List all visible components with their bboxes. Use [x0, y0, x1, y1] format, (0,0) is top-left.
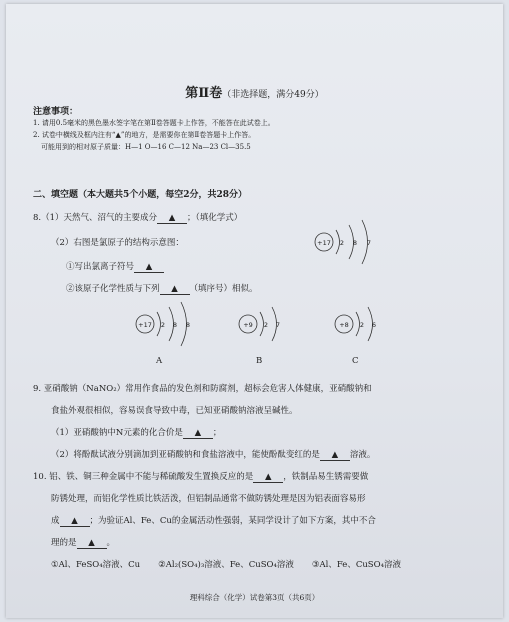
option-b-atom-diagram	[236, 304, 296, 354]
q10-line-3: 成 ▲ ；为验证Al、Fe、Cu的金属活动性强弱，某同学设计了如下方案，其中不合	[51, 516, 376, 526]
q10-line-1: 10. 铝、铁、铜三种金属中不能与稀硫酸发生置换反应的是 ▲ ，铁制品易生锈需要做	[33, 472, 369, 482]
shell-electrons: 8	[172, 321, 178, 329]
shell-electrons: 2	[160, 321, 166, 329]
notice-line-1: 1. 请用0.5毫米的黑色墨水签字笔在第Ⅱ卷答题卡上作答，不能答在此试卷上。	[33, 119, 275, 127]
shell-electrons: 2	[359, 321, 365, 329]
q10-option-2: ②Al₂(SO₄)₃溶液、Fe、CuSO₄溶液	[158, 560, 294, 570]
option-b-label: B	[256, 356, 263, 366]
notice-line-3: 可能用到的相对原子质量：H—1 O—16 C—12 Na—23 Cl—35.5	[41, 143, 251, 151]
notice-line-2: 2. 试卷中横线及框内注有“▲”的地方，是需要你在第Ⅱ卷答题卡上作答。	[33, 131, 256, 139]
notice-heading: 注意事项：	[33, 107, 79, 117]
option-c-atom-diagram	[332, 304, 392, 354]
exam-page	[6, 4, 503, 618]
q9-line-3: （1）亚硝酸钠中N元素的化合价是 ▲ ；	[51, 428, 222, 438]
answer-blank: ▲	[77, 538, 107, 549]
page-subtitle: （非选择题，满分49分）	[222, 90, 324, 100]
answer-blank: ▲	[320, 450, 350, 461]
section-heading: 二、填空题（本大题共5个小题，每空2分，共28分）	[33, 190, 248, 200]
answer-blank: ▲	[183, 428, 213, 439]
q10-option-3: ③Al、Fe、CuSO₄溶液	[311, 560, 402, 570]
option-a-label: A	[156, 356, 163, 366]
chlorine-atom-diagram	[312, 222, 402, 272]
option-c-label: C	[352, 356, 359, 366]
page-title: 第Ⅱ卷（非选择题，满分49分）	[185, 86, 324, 101]
shell-electrons: 6	[371, 321, 377, 329]
shell-electrons: 8	[185, 321, 191, 329]
q8-sub1: ①写出氯离子符号 ▲	[66, 260, 164, 273]
q9-line-4: （2）将酚酞试液分别滴加到亚硝酸钠和食盐溶液中，能使酚酞变红的是 ▲ 溶液。	[51, 450, 376, 460]
shell-electrons: 2	[263, 321, 269, 329]
answer-blank: ▲	[134, 262, 164, 273]
q10-option-1: ①Al、FeSO₄溶液、Cu	[51, 560, 141, 570]
q8-part1: 8.（1）天然气、沼气的主要成分 ▲ ；（填化学式）	[33, 213, 243, 223]
shell-electrons: 8	[352, 239, 358, 247]
shell-electrons: 7	[275, 321, 281, 329]
option-a-atom-diagram	[133, 304, 213, 354]
answer-blank: ▲	[160, 284, 190, 295]
page-footer: 理科综合（化学）试卷第3页（共6页）	[189, 593, 320, 602]
nucleus-charge: +17	[138, 321, 152, 329]
q9-line-2: 食盐外观很相似，容易误食导致中毒，已知亚硝酸钠溶液呈碱性。	[51, 406, 298, 416]
shell-electrons: 7	[366, 239, 372, 247]
answer-blank: ▲	[60, 516, 90, 527]
q10-line-2: 防锈处理，而铝化学性质比铁活泼，但铝制品通常不做防锈处理是因为铝表面容易形	[51, 494, 366, 504]
answer-blank: ▲	[253, 472, 283, 483]
nucleus-charge: +9	[243, 321, 253, 329]
q10-options	[51, 558, 401, 570]
answer-blank: ▲	[157, 213, 187, 224]
nucleus-charge: +8	[339, 321, 349, 329]
q10-line-4: 理的是 ▲ 。	[51, 538, 116, 548]
q9-line-1: 9. 亚硝酸钠（NaNO₂）常用作食品的发色剂和防腐剂，超标会危害人体健康，亚硝酸钠和	[33, 384, 372, 394]
shell-electrons: 2	[339, 239, 345, 247]
nucleus-charge: +17	[317, 239, 331, 247]
q8-sub2: ②该原子化学性质与下列 ▲ （填序号）相似。	[66, 284, 258, 294]
q8-part2: （2）右图是氯原子的结构示意图：	[51, 238, 184, 248]
